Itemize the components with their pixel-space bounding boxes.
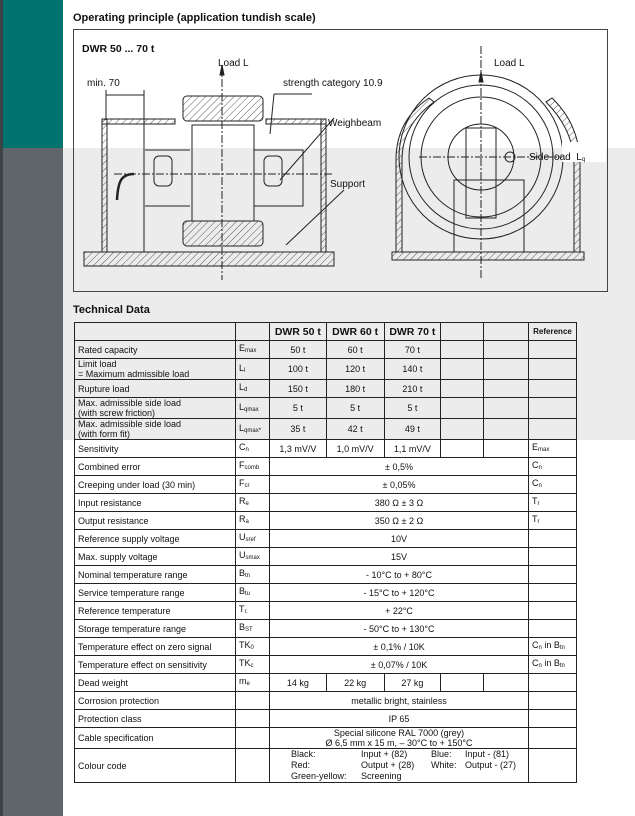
row-symbol: $E_{max}$ <box>236 341 270 359</box>
row-label: Dead weight <box>75 674 236 692</box>
reference-cell <box>529 584 577 602</box>
value-cell: 15V <box>270 548 529 566</box>
colour-code-item: Red: <box>291 760 311 770</box>
row-symbol: $TK_c$ <box>236 656 270 674</box>
row-label: Rated capacity <box>75 341 236 359</box>
colour-code-item: Output - (27) <box>465 760 517 770</box>
diagram-model-label: DWR 50 ... 70 t <box>82 43 155 55</box>
table-row <box>75 566 577 584</box>
reference-cell <box>529 692 577 710</box>
row-symbol: $R_e$ <box>236 494 270 512</box>
colour-code-item: Blue: <box>431 749 452 759</box>
row-label: Max. admissible side load (with screw friction) <box>75 398 236 419</box>
row-label: Nominal temperature range <box>75 566 236 584</box>
reference-cell <box>529 620 577 638</box>
row-symbol: $U_{smax}$ <box>236 548 270 566</box>
section-title-technical: Technical Data <box>73 304 150 316</box>
table-row <box>75 380 577 398</box>
row-label: Rupture load <box>75 380 236 398</box>
weighbeam-label: Weighbeam <box>328 118 382 129</box>
value-cell: ± 0,5% <box>270 458 529 476</box>
table-row <box>75 341 577 359</box>
load-label-left: Load L <box>218 58 249 69</box>
value-cell: 49 t <box>384 419 441 440</box>
reference-cell <box>529 359 577 380</box>
row-label: Creeping under load (30 min) <box>75 476 236 494</box>
table-row <box>75 656 577 674</box>
row-label: Output resistance <box>75 512 236 530</box>
colour-code-item: Screening <box>361 771 402 781</box>
value-cell: 1,1 mV/V <box>384 440 441 458</box>
reference-cell <box>529 674 577 692</box>
table-row <box>75 419 577 440</box>
value-cell: 50 t <box>270 341 327 359</box>
gray-side-strip <box>0 148 63 816</box>
edge-strip <box>0 0 3 816</box>
reference-cell <box>529 566 577 584</box>
value-cell: ± 0,1% / 10K <box>270 638 529 656</box>
value-cell: 120 t <box>326 359 384 380</box>
table-row <box>75 710 577 728</box>
table-row <box>75 548 577 566</box>
colour-code-grid <box>291 749 525 782</box>
reference-cell: $E_{max}$ <box>529 440 577 458</box>
strength-label: strength category 10.9 <box>283 78 383 89</box>
value-cell: 180 t <box>326 380 384 398</box>
side-load-label: Side load $L_q$ <box>529 152 586 163</box>
table-row <box>75 512 577 530</box>
row-symbol: $L_{qmax*}$ <box>236 419 270 440</box>
column-header: DWR 50 t <box>270 323 327 341</box>
row-label: Max. supply voltage <box>75 548 236 566</box>
table-row <box>75 494 577 512</box>
reference-cell: $T_r$ <box>529 494 577 512</box>
table-row <box>75 359 577 380</box>
value-cell: 150 t <box>270 380 327 398</box>
operating-diagram <box>73 29 608 292</box>
value-cell: 380 Ω ± 3 Ω <box>270 494 529 512</box>
row-symbol: $TK_0$ <box>236 638 270 656</box>
colour-code-item: Output + (28) <box>361 760 415 770</box>
reference-cell <box>529 728 577 749</box>
row-symbol <box>236 728 270 749</box>
value-cell: Special silicone RAL 7000 (grey) Ø 6,5 mm x 15 m, – 30°C to + 150°C <box>270 728 529 749</box>
reference-cell: $C_n$ <box>529 458 577 476</box>
row-symbol: $R_a$ <box>236 512 270 530</box>
row-label: Reference temperature <box>75 602 236 620</box>
table-row <box>75 440 577 458</box>
table-row <box>75 728 577 749</box>
reference-cell: $C_n$ in $B_{tn}$ <box>529 656 577 674</box>
value-cell: 10V <box>270 530 529 548</box>
reference-cell: $T_r$ <box>529 512 577 530</box>
row-label: Colour code <box>75 749 236 783</box>
value-cell: 350 Ω ± 2 Ω <box>270 512 529 530</box>
row-symbol: $B_{tu}$ <box>236 584 270 602</box>
row-symbol: $m_e$ <box>236 674 270 692</box>
row-label: Storage temperature range <box>75 620 236 638</box>
colour-code-item <box>431 771 465 782</box>
row-label: Corrosion protection <box>75 692 236 710</box>
row-symbol: $L_{qmax}$ <box>236 398 270 419</box>
column-header: DWR 60 t <box>326 323 384 341</box>
row-label: Service temperature range <box>75 584 236 602</box>
row-label: Max. admissible side load (with form fit) <box>75 419 236 440</box>
row-label: Input resistance <box>75 494 236 512</box>
value-cell: 22 kg <box>326 674 384 692</box>
row-label: Protection class <box>75 710 236 728</box>
row-symbol: $C_n$ <box>236 440 270 458</box>
colour-code-item: Input + (82) <box>361 749 408 759</box>
value-cell: + 22°C <box>270 602 529 620</box>
row-symbol: $L_d$ <box>236 380 270 398</box>
value-cell: - 15°C to + 120°C <box>270 584 529 602</box>
load-label-right: Load L <box>494 58 525 69</box>
table-row <box>75 692 577 710</box>
table-row <box>75 398 577 419</box>
colour-code-item: Input - (81) <box>465 749 510 759</box>
row-symbol: $T_{r.}$ <box>236 602 270 620</box>
table-header-row <box>75 323 577 341</box>
table-row <box>75 476 577 494</box>
reference-cell <box>529 380 577 398</box>
column-header <box>441 323 484 341</box>
value-cell: - 50°C to + 130°C <box>270 620 529 638</box>
value-cell: 42 t <box>326 419 384 440</box>
table-row <box>75 584 577 602</box>
row-label: Sensitivity <box>75 440 236 458</box>
value-cell: 5 t <box>270 398 327 419</box>
column-header: DWR 70 t <box>384 323 441 341</box>
value-cell: 70 t <box>384 341 441 359</box>
reference-cell <box>529 548 577 566</box>
colour-code-item: White: <box>431 760 457 770</box>
column-header: Reference <box>529 323 577 341</box>
technical-data-table <box>74 322 577 783</box>
colour-code-item: Black: <box>291 749 316 759</box>
table-row <box>75 530 577 548</box>
value-cell: ± 0,07% / 10K <box>270 656 529 674</box>
value-cell: 100 t <box>270 359 327 380</box>
row-symbol: $F_{cr}$ <box>236 476 270 494</box>
reference-cell: $C_n$ <box>529 476 577 494</box>
value-cell: 5 t <box>384 398 441 419</box>
row-symbol: $F_{comb}$ <box>236 458 270 476</box>
section-title-operating: Operating principle (application tundish scale) <box>73 12 316 24</box>
colour-code-item <box>465 771 525 782</box>
table-row <box>75 674 577 692</box>
table-row <box>75 638 577 656</box>
teal-side-strip <box>0 0 63 148</box>
row-label: Cable specification <box>75 728 236 749</box>
table-row <box>75 458 577 476</box>
row-label: Reference supply voltage <box>75 530 236 548</box>
support-label: Support <box>330 179 366 190</box>
reference-cell <box>529 398 577 419</box>
reference-cell <box>529 602 577 620</box>
reference-cell <box>529 530 577 548</box>
row-symbol: $B_{tn}$ <box>236 566 270 584</box>
reference-cell <box>529 341 577 359</box>
table-row <box>75 602 577 620</box>
value-cell: ± 0,05% <box>270 476 529 494</box>
row-symbol <box>236 692 270 710</box>
value-cell: 35 t <box>270 419 327 440</box>
value-cell: 140 t <box>384 359 441 380</box>
column-header <box>484 323 529 341</box>
row-symbol: $B_{ST}$ <box>236 620 270 638</box>
value-cell: 1,3 mV/V <box>270 440 327 458</box>
row-label: Limit load = Maximum admissible load <box>75 359 236 380</box>
value-cell: - 10°C to + 80°C <box>270 566 529 584</box>
row-symbol: $L_l$ <box>236 359 270 380</box>
row-label: Combined error <box>75 458 236 476</box>
value-cell: 210 t <box>384 380 441 398</box>
value-cell: 1,0 mV/V <box>326 440 384 458</box>
table-row <box>75 620 577 638</box>
table-row <box>75 749 577 783</box>
min-dimension-label: min. 70 <box>87 78 120 89</box>
value-cell: IP 65 <box>270 710 529 728</box>
reference-cell: $C_n$ in $B_{tn}$ <box>529 638 577 656</box>
row-symbol: $U_{sref}$ <box>236 530 270 548</box>
row-symbol <box>236 710 270 728</box>
reference-cell <box>529 710 577 728</box>
colour-code-item: Green-yellow: <box>291 771 347 781</box>
reference-cell <box>529 419 577 440</box>
value-cell: 14 kg <box>270 674 327 692</box>
value-cell: 27 kg <box>384 674 441 692</box>
value-cell: 60 t <box>326 341 384 359</box>
value-cell: metallic bright, stainless <box>270 692 529 710</box>
row-label: Temperature effect on sensitivity <box>75 656 236 674</box>
value-cell: 5 t <box>326 398 384 419</box>
row-label: Temperature effect on zero signal <box>75 638 236 656</box>
